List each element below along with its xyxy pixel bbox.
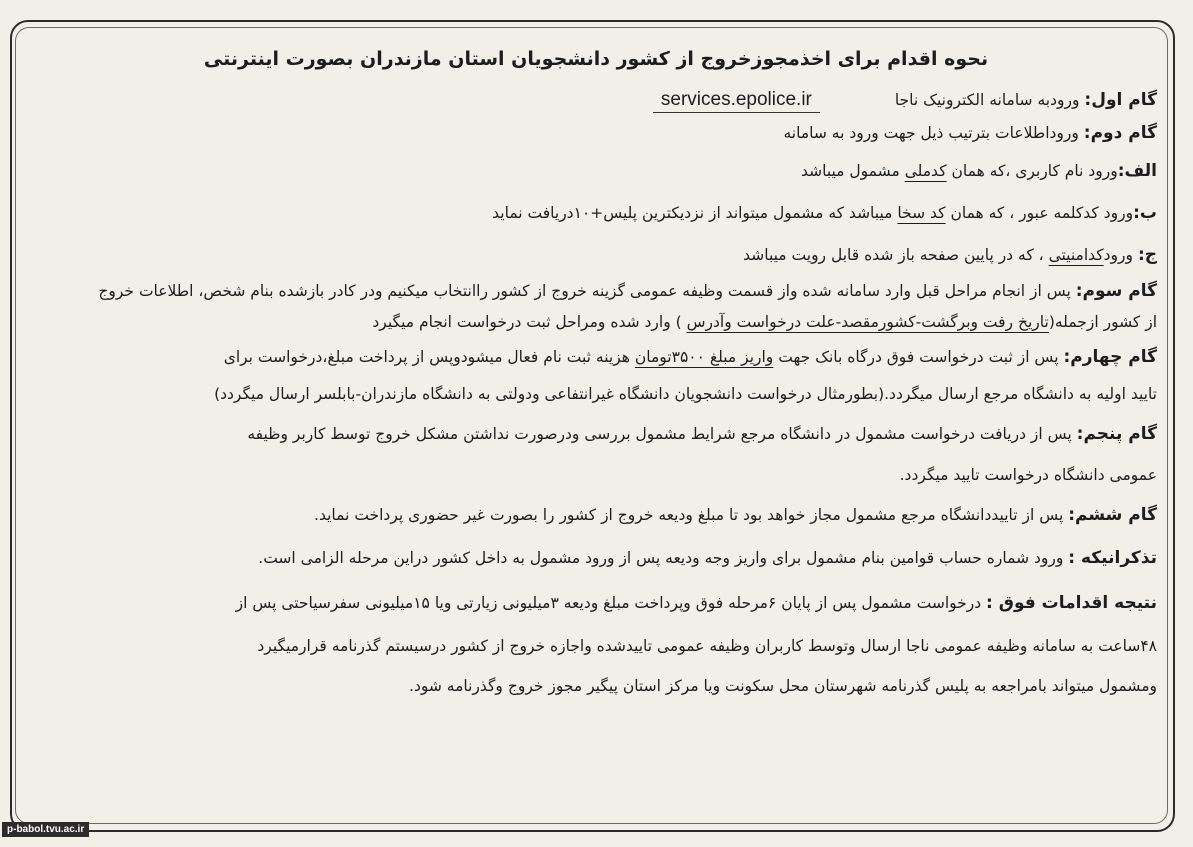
step-4-line-1: [35, 338, 1157, 376]
step-5-line-1-text: پس از دریافت درخواست مشمول در دانشگاه مرجع شرایط مشمول بررسی ودرصورت نداشتن مشکل خروج توسط کاربر وظیفه: [247, 425, 1077, 443]
step-1: [35, 84, 1157, 117]
step-5-line-2: [35, 456, 1157, 494]
step-2: [35, 117, 1157, 150]
reminder-label: تذکرانیکه :: [1068, 548, 1157, 568]
step-2-text: وروداطلاعات بترتیب ذیل جهت ورود به سامانه: [783, 124, 1079, 142]
result-line-1: [35, 580, 1157, 626]
item-c-text-before: ورود: [1103, 246, 1138, 264]
document-body: [35, 44, 1157, 706]
result-line-3-text: ومشمول میتواند بامراجعه به پلیس گذرنامه شهرستان محل سکونت ویا مرکز استان پیگیر مجوز خروج وگذرنامه شود.: [409, 677, 1157, 695]
item-b-text-after: میباشد که مشمول میتواند از نزدیکترین پلیس+۱۰دریافت نماید: [492, 204, 898, 222]
reminder-note: [35, 536, 1157, 580]
step-5-line-2-text: عمومی دانشگاه درخواست تایید میگردد.: [899, 466, 1157, 484]
item-b: [35, 192, 1157, 234]
item-b-label: ب:: [1133, 203, 1157, 223]
step-1-text: ورودبه سامانه الکترونیک ناجا: [894, 91, 1080, 109]
site-watermark: p-babol.tvu.ac.ir: [2, 822, 89, 837]
step-3-label: گام سوم:: [1075, 281, 1157, 301]
step-4-line-1-after: هزینه ثبت نام فعال میشودوپس از پرداخت مبلغ،درخواست برای: [223, 348, 635, 366]
step-6-text: پس از تاییددانشگاه مرجع مشمول مجاز خواهد بود تا مبلغ ودیعه خروج از کشور را بصورت غیر حضوری پرداخت نماید.: [314, 506, 1069, 524]
result-line-3: [35, 666, 1157, 706]
document-title: نحوه اقدام برای اخذمجوزخروج از کشور دانشجویان استان مازندران بصورت اینترنتی: [203, 48, 989, 70]
item-b-text-before: ورود کدکلمه عبور ، که همان: [945, 204, 1134, 222]
item-a-text-after: مشمول میباشد: [800, 162, 905, 180]
reminder-text: ورود شماره حساب قوامین بنام مشمول برای واریز وجه ودیعه پس از ورود مشمول به داخل کشور دراین مرحله الزامی است.: [258, 549, 1069, 567]
step-4-line-1-before: پس از ثبت درخواست فوق درگاه بانک جهت: [773, 348, 1064, 366]
epolice-url-link[interactable]: services.epolice.ir: [653, 89, 820, 113]
result-label: نتیجه اقدامات فوق :: [986, 593, 1157, 613]
item-c-underlined: کدامنیتی: [1048, 246, 1104, 264]
result-line-2: [35, 626, 1157, 666]
step-4-line-1-underlined: واریز مبلغ ۳۵۰۰تومان: [634, 348, 774, 366]
item-a: [35, 150, 1157, 192]
item-a-underlined: کدملی: [904, 162, 947, 180]
step-5-label: گام پنجم:: [1076, 424, 1157, 444]
step-2-label: گام دوم:: [1083, 123, 1157, 143]
step-6-label: گام ششم:: [1068, 505, 1157, 525]
step-3-line-2-underlined: تاریخ رفت وبرگشت-کشورمقصد-علت درخواست وآدرس: [686, 313, 1049, 331]
item-c-label: ج:: [1137, 245, 1157, 265]
step-3-line-2: [35, 307, 1157, 338]
step-4-line-2-text: تایید اولیه به دانشگاه مرجع ارسال میگردد.(بطورمثال درخواست دانشجویان دانشگاه غیرانتفاعی ودولتی به دانشگاه مازندران-بابلسر ارسال میگردد): [214, 385, 1157, 403]
item-c-text-after: ، که در پایین صفحه باز شده قابل رویت میباشد: [743, 246, 1049, 264]
item-a-text-before: ورود نام کاربری ،که همان: [946, 162, 1118, 180]
step-1-label: گام اول:: [1084, 90, 1157, 110]
item-c: [35, 234, 1157, 276]
result-line-2-text: ۴۸ساعت به سامانه وظیفه عمومی ناجا ارسال وتوسط کاربران وظیفه عمومی تاییدشده واجازه خروج از کشور درسیستم گذرنامه قرارمیگیرد: [257, 637, 1157, 655]
item-a-label: الف:: [1117, 161, 1157, 181]
item-b-underlined: کد سخا: [897, 204, 946, 222]
step-3-line-2-before: از کشور ازجمله(: [1048, 313, 1157, 331]
step-3-line-1: [35, 276, 1157, 307]
step-5-line-1: [35, 412, 1157, 456]
result-line-1-text: درخواست مشمول پس از پایان ۶مرحله فوق وپرداخت مبلغ ودیعه ۳میلیونی زیارتی ویا ۱۵میلیونی سفرسیاحتی پس از: [235, 594, 987, 612]
step-3-line-1-text: پس از انجام مراحل قبل وارد سامانه شده واز قسمت وظیفه عمومی گزینه خروج از کشور راانتخاب میکنیم ودر کادر بازشده بنام شخص، اطلاعات خروج: [98, 282, 1076, 300]
step-4-line-2: [35, 376, 1157, 412]
step-4-label: گام چهارم:: [1063, 347, 1157, 367]
step-6: [35, 494, 1157, 536]
step-3-line-2-after: ) وارد شده ومراحل ثبت درخواست انجام میگیرد: [372, 313, 687, 331]
